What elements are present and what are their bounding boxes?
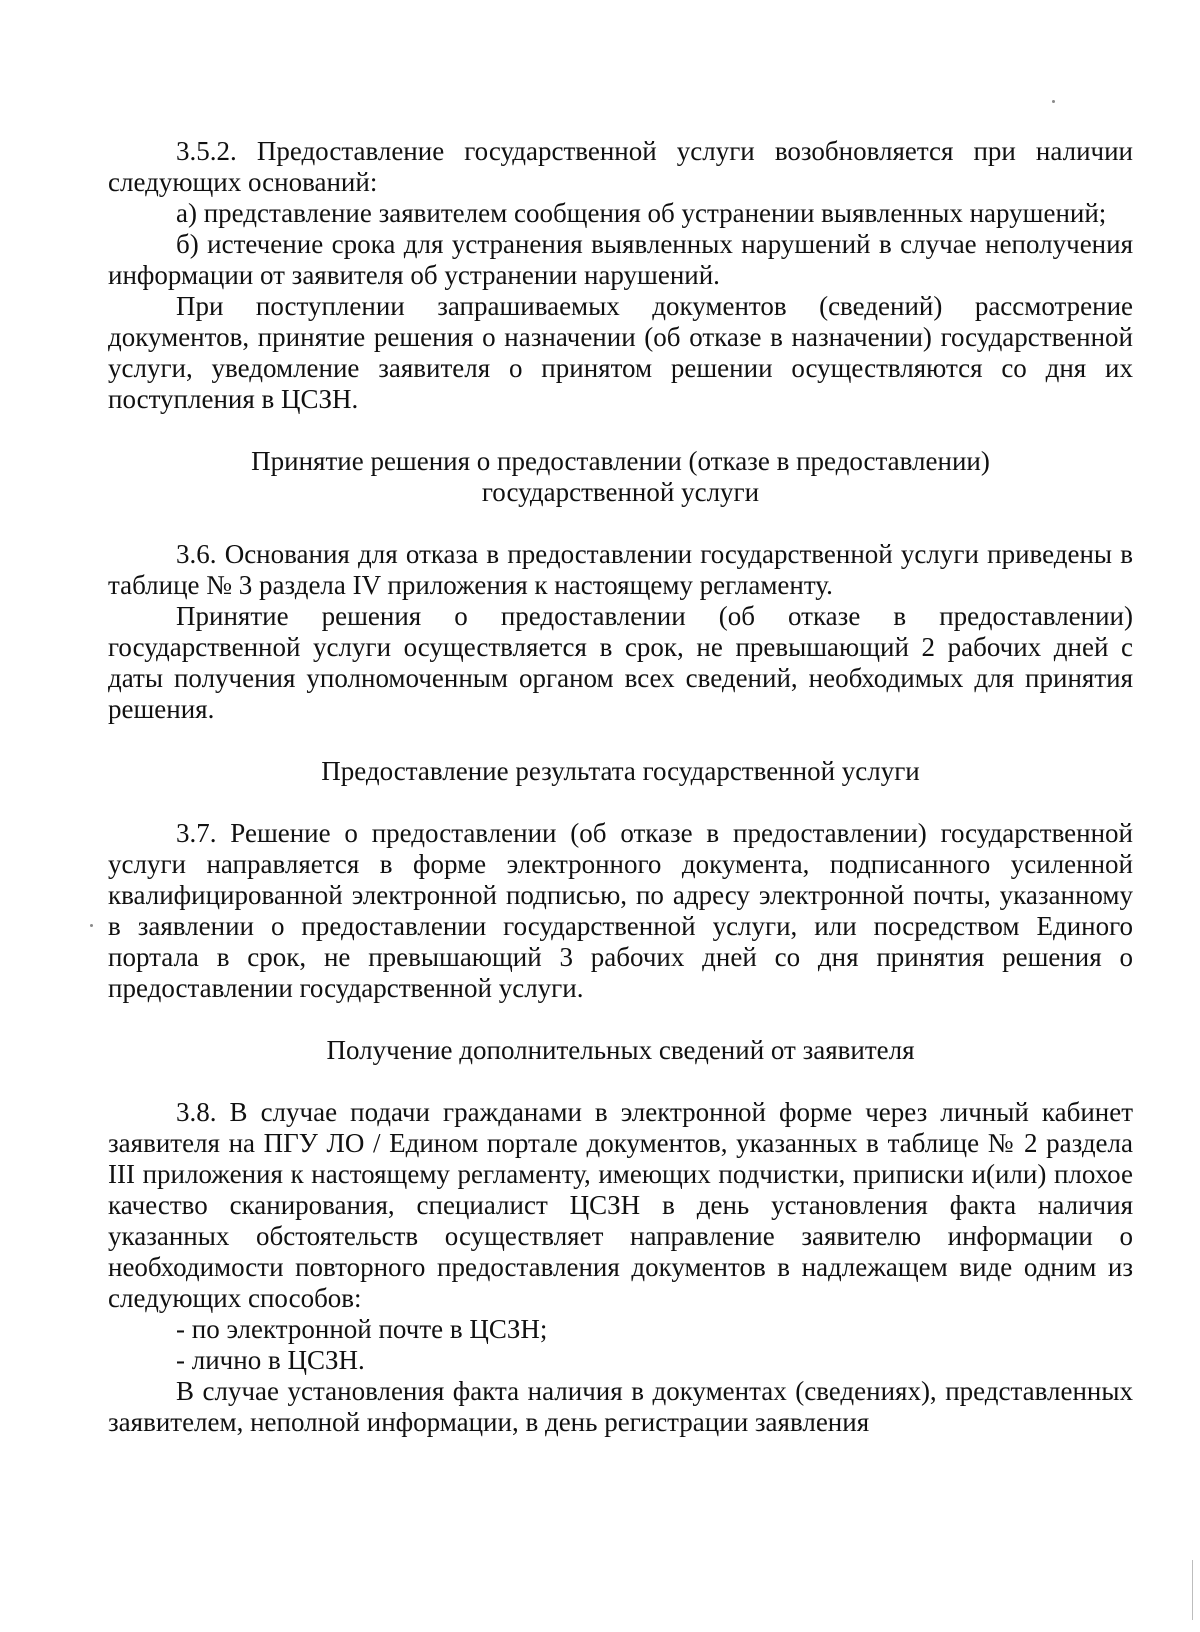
section-heading-decision-line2: государственной услуги (481, 477, 760, 507)
paragraph-item-a: а) представление заявителем сообщения об устранении выявленных нарушений; (176, 198, 1107, 228)
paragraph-3-8: 3.8. В случае подачи гражданами в электронной форме через личный кабинет заявителя на ПГУ ЛО / Едином портале документов, указанных в таблице № 2 раздела III приложения к настоящему регламенту, имеющих подчистки, приписки и(или) плохое качество сканирования, специалист ЦСЗН в день установления факта наличия указанных обстоятельств осуществляет направление заявителю информации о необходимости повторного предоставления документов в надлежащем виде одним из следующих способов: (108, 1097, 1133, 1313)
list-item-email: - по электронной почте в ЦСЗН; (176, 1314, 548, 1344)
section-heading-additional-info: Получение дополнительных сведений от заявителя (326, 1035, 915, 1065)
scan-speck (90, 924, 93, 927)
paragraph-decision-term: Принятие решения о предоставлении (об отказе в предоставлении) государственной услуги осуществляется в срок, не превышающий 2 рабочих дней с даты получения уполномоченным органом всех сведений, необходимых для принятия решения. (108, 601, 1133, 724)
paragraph-receipt-of-documents: При поступлении запрашиваемых документов (сведений) рассмотрение документов, принятие решения о назначении (об отказе в назначении) государственной услуги, уведомление заявителя о принятом решении осуществляются со дня их поступления в ЦСЗН. (108, 291, 1133, 414)
list-item-personal: - лично в ЦСЗН. (176, 1345, 365, 1375)
paragraph-3-7: 3.7. Решение о предоставлении (об отказе в предоставлении) государственной услуги направляется в форме электронного документа, подписанного усиленной квалифицированной электронной подписью, по адресу электронной почты, указанному в заявлении о предоставлении государственной услуги, или посредством Единого портала в срок, не превышающий 3 рабочих дней со дня принятия решения о предоставлении государственной услуги. (108, 818, 1133, 1003)
document-body (108, 136, 1133, 1438)
paragraph-incomplete-information: В случае установления факта наличия в документах (сведениях), представленных заявителем, неполной информации, в день регистрации заявления (108, 1376, 1133, 1437)
paragraph-item-b: б) истечение срока для устранения выявленных нарушений в случае неполучения информации от заявителя об устранении нарушений. (108, 229, 1133, 290)
scan-edge-line (1192, 1560, 1193, 1620)
paragraph-3-6: 3.6. Основания для отказа в предоставлении государственной услуги приведены в таблице № 3 раздела IV приложения к настоящему регламенту. (108, 539, 1133, 600)
scan-speck (1052, 100, 1055, 103)
section-heading-decision: Принятие решения о предоставлении (отказе в предоставлении) (251, 446, 990, 476)
paragraph-3-5-2: 3.5.2. Предоставление государственной услуги возобновляется при наличии следующих оснований: (108, 136, 1133, 197)
section-heading-result: Предоставление результата государственной услуги (321, 756, 920, 786)
